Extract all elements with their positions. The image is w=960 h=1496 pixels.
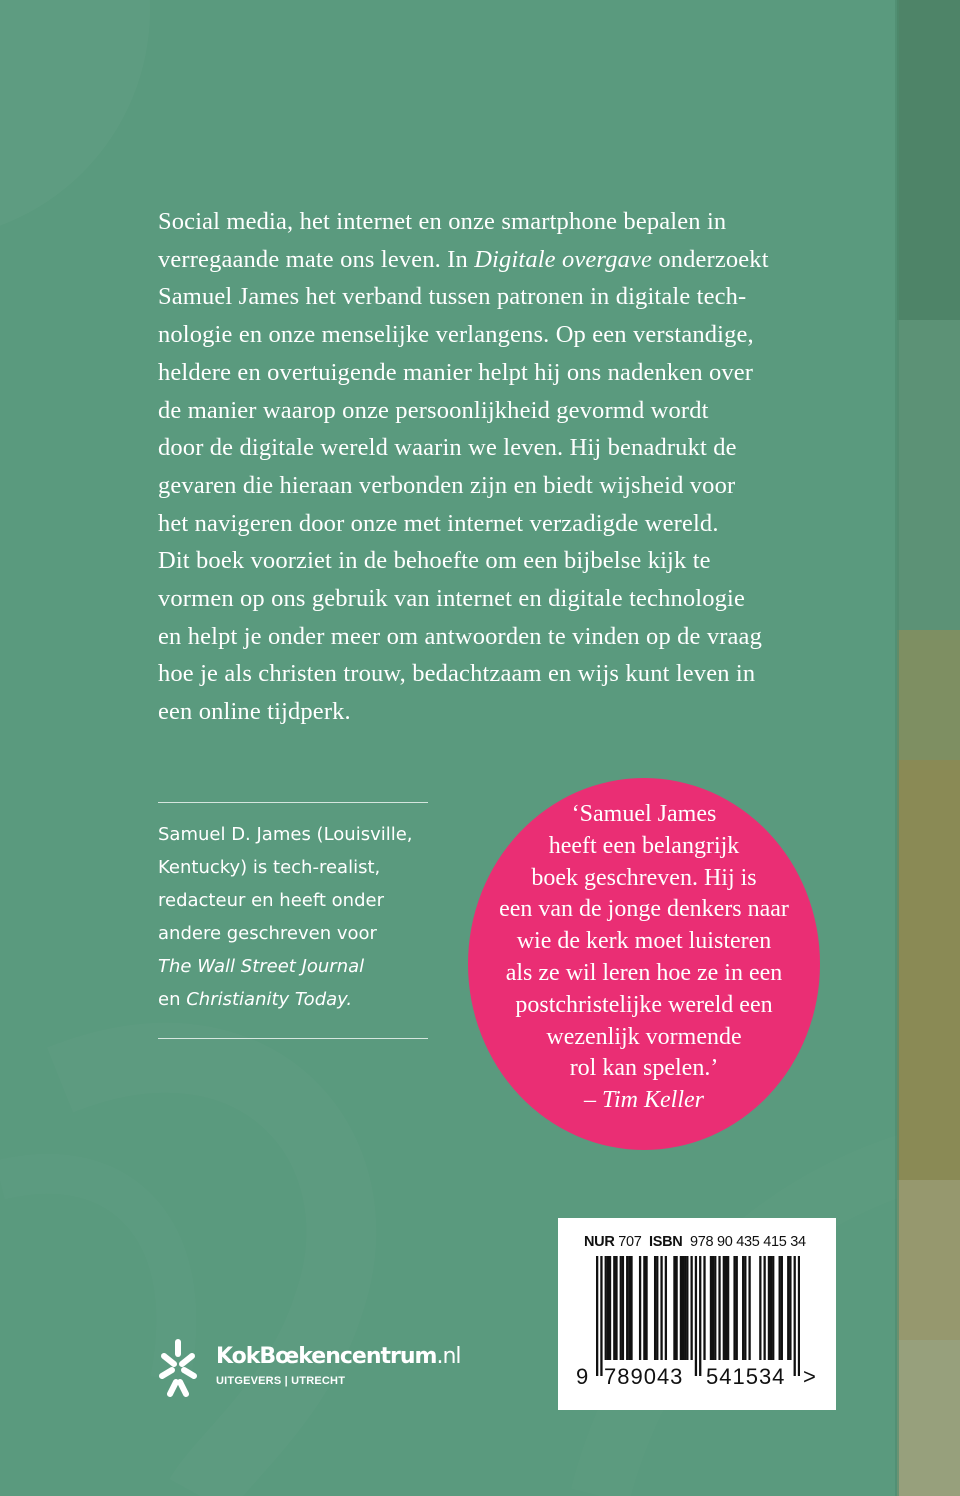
barcode-quiet-mark: > xyxy=(803,1364,817,1389)
barcode-bar xyxy=(643,1256,645,1360)
barcode-bar xyxy=(607,1256,609,1360)
quote-line: ‘Samuel James xyxy=(571,801,717,827)
barcode-bar xyxy=(703,1256,705,1360)
blurb-line-2-post: onderzoekt xyxy=(652,245,769,273)
barcode-bar xyxy=(723,1256,725,1360)
barcode-bar xyxy=(654,1256,656,1360)
barcode-bar xyxy=(684,1256,686,1360)
barcode-bar xyxy=(772,1256,774,1360)
barcode-bar xyxy=(682,1256,684,1360)
barcode-bar xyxy=(794,1256,796,1376)
barcode-label xyxy=(584,1234,806,1250)
barcode-digits-left: 789043 xyxy=(604,1364,684,1389)
barcode-bar xyxy=(770,1256,772,1360)
barcode-bars xyxy=(596,1256,800,1376)
barcode-bar xyxy=(660,1256,662,1360)
barcode-bar xyxy=(742,1256,744,1360)
barcode-bar xyxy=(622,1256,624,1360)
quote-line: rol kan spelen.’ xyxy=(569,1055,719,1082)
barcode-bar xyxy=(779,1256,781,1360)
barcode-bar xyxy=(744,1256,746,1360)
barcode-bar xyxy=(714,1256,716,1360)
barcode-bar xyxy=(712,1256,714,1360)
isbn-label: ISBN xyxy=(649,1234,683,1250)
publisher-subtitle: UITGEVERS | UTRECHT xyxy=(216,1375,346,1387)
bio-top-divider xyxy=(158,802,428,803)
bio-line-6-pre: en xyxy=(158,989,187,1010)
book-title-italic: Digitale overgave xyxy=(474,245,653,273)
barcode-bar xyxy=(615,1256,617,1360)
barcode-bar xyxy=(759,1256,761,1360)
quote-line: als ze wil leren hoe ze in een xyxy=(505,959,783,986)
barcode-digit-first: 9 xyxy=(576,1364,590,1389)
barcode-bar xyxy=(680,1256,682,1360)
publisher-domain: .nl xyxy=(436,1344,461,1369)
barcode-bar xyxy=(645,1256,647,1360)
barcode-bar xyxy=(695,1256,697,1376)
nur-value: 707 xyxy=(618,1234,642,1250)
barcode-bar xyxy=(620,1256,622,1360)
bio-line-1: Samuel D. James (Louisville, xyxy=(158,824,413,845)
isbn-barcode-panel xyxy=(558,1218,836,1410)
bio-line-6-italic: Christianity Today. xyxy=(186,989,353,1010)
barcode-bar xyxy=(675,1256,677,1360)
isbn-value: 978 90 435 415 34 xyxy=(689,1234,806,1250)
quote-line: een van de jonge denkers naar xyxy=(499,896,789,923)
bio-line-6 xyxy=(158,983,448,1016)
barcode-bar xyxy=(596,1256,598,1376)
author-bio xyxy=(158,818,448,1016)
endorsement-quote xyxy=(468,799,820,1117)
bio-line-2: Kentucky) is tech-realist, xyxy=(158,857,381,878)
barcode-bar xyxy=(748,1256,750,1360)
quote-line: wie de kerk moet luisteren xyxy=(516,928,772,955)
barcode-bar xyxy=(690,1256,692,1360)
quote-line: heeft een belangrijk xyxy=(548,832,740,859)
barcode-bar xyxy=(600,1256,602,1376)
barcode-bar xyxy=(781,1256,783,1360)
barcode-bar xyxy=(639,1256,641,1360)
blurb-rest: Samuel James het verband tussen patronen in digitale tech- nologie en onze menselijke verlangens. Op een verstandige, heldere en overtuigende manier helpt hij ons nadenken over de manier waarop onze persoonlijkheid gevormd wordt door de digitale wereld waarin we leven. Hij benadrukt de gevaren die hieraan verbonden zijn en biedt wijsheid voor het navigeren door onze met internet verzadigde wereld. Dit boek voorziet in de behoefte om een bijbelse kijk te vormen op ons gebruik van internet en digitale technologie en helpt je onder meer om antwoorden te vinden op de vraag hoe je als christen trouw, bedachtzaam en wijs kunt leven in een online tijdperk. xyxy=(158,283,762,726)
back-cover-blurb xyxy=(158,203,810,731)
bio-line-4: andere geschreven voor xyxy=(158,923,377,944)
nur-label: NUR xyxy=(584,1234,615,1250)
barcode-bar xyxy=(699,1256,701,1376)
barcode-bar xyxy=(768,1256,770,1360)
publisher-name xyxy=(216,1344,461,1369)
blurb-line-1: Social media, het internet en onze smartphone bepalen in xyxy=(158,208,727,235)
barcode-bar xyxy=(656,1256,658,1360)
quote-line: wezenlijk vormende xyxy=(546,1023,742,1050)
barcode-bar xyxy=(763,1256,765,1360)
barcode-digits-right: 541534 xyxy=(706,1364,786,1389)
bio-line-5: The Wall Street Journal xyxy=(158,956,365,977)
barcode-bar xyxy=(736,1256,738,1360)
bio-bottom-divider xyxy=(158,1038,428,1039)
publisher-name-text: KokBœkencentrum xyxy=(216,1344,437,1369)
barcode-bar xyxy=(605,1256,607,1360)
barcode-bar xyxy=(665,1256,667,1360)
barcode-bar xyxy=(789,1256,791,1360)
publisher-logo xyxy=(156,1338,466,1404)
barcode-bar xyxy=(727,1256,729,1360)
blurb-line-2-pre: verregaande mate ons leven. In xyxy=(158,245,475,273)
barcode-bar xyxy=(628,1256,630,1360)
barcode-bar xyxy=(718,1256,720,1360)
barcode-bar xyxy=(710,1256,712,1360)
barcode-bar xyxy=(630,1256,632,1360)
barcode-bar xyxy=(733,1256,735,1360)
barcode-bar xyxy=(673,1256,675,1360)
bio-line-3: redacteur en heeft onder xyxy=(158,890,384,911)
quote-line: boek geschreven. Hij is xyxy=(531,864,757,891)
quote-line: postchristelijke wereld een xyxy=(515,991,773,1018)
barcode-bar xyxy=(609,1256,611,1360)
kok-boekencentrum-star-icon xyxy=(156,1338,200,1402)
barcode-bar xyxy=(626,1256,628,1360)
quote-author: – Tim Keller xyxy=(583,1087,704,1114)
barcode-bar xyxy=(613,1256,615,1360)
barcode-bar xyxy=(798,1256,800,1376)
barcode-bar xyxy=(725,1256,727,1360)
barcode-bar xyxy=(787,1256,789,1360)
barcode-bar xyxy=(686,1256,688,1360)
